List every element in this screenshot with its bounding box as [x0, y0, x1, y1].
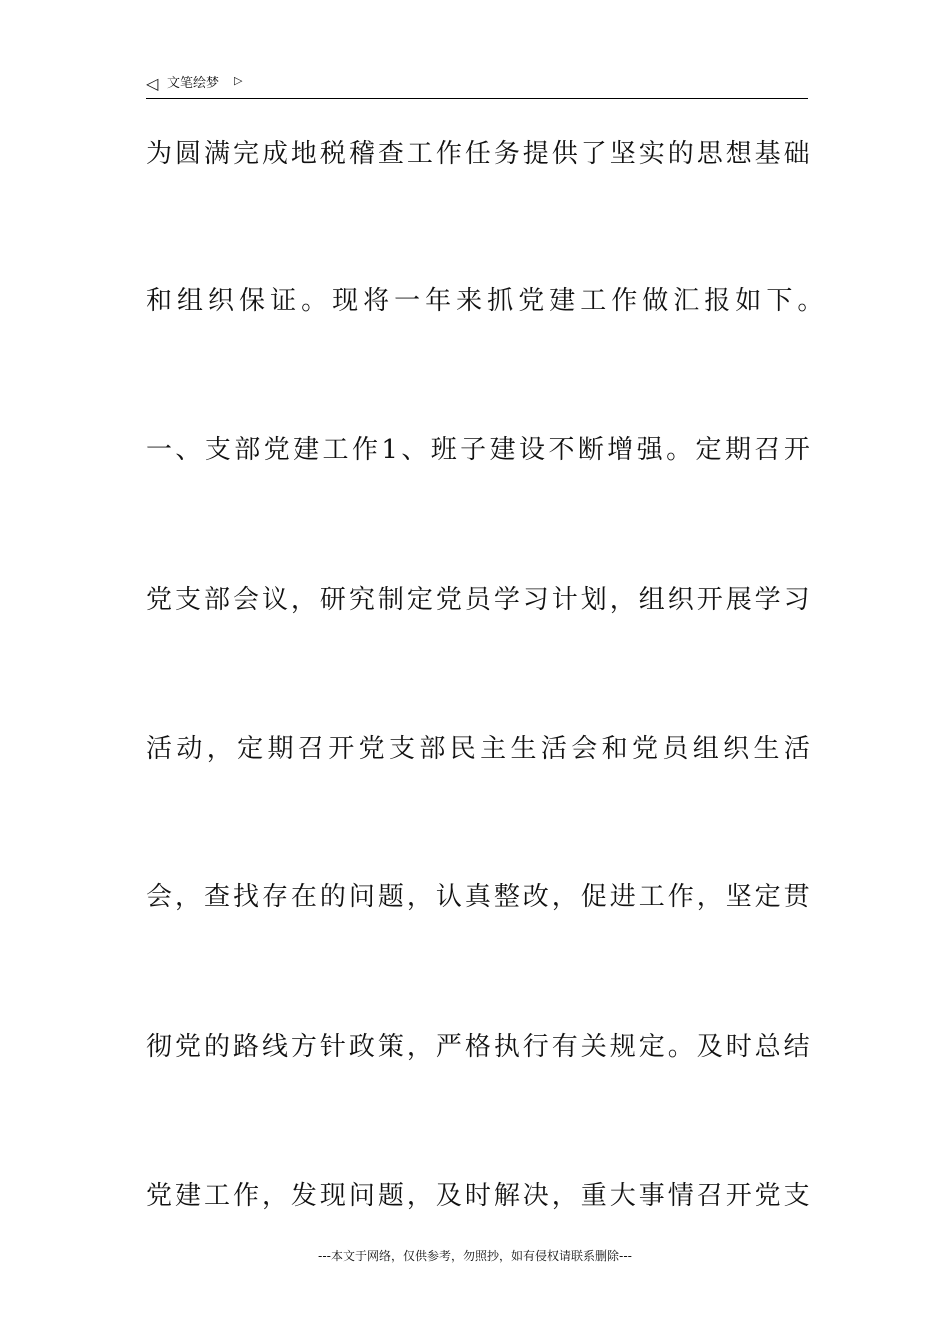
- footer-disclaimer: ---本文于网络，仅供参考，勿照抄，如有侵权请联系删除---: [318, 1249, 632, 1263]
- body-line-5: 活 动 ， 定 期 召 开 党 支 部 民 主 生 活 会 和 党 员 组 织 生 活: [146, 734, 810, 764]
- left-triangle-icon: ◁: [146, 74, 159, 93]
- body-line-2: 和 组 织 保 证 。 现 将 一 年 来 抓 党 建 工 作 做 汇 报 如 下 。: [146, 286, 829, 316]
- body-line-6: 会 ， 查 找 存 在 的 问 题 ， 认 真 整 改 ， 促 进 工 作 ， 坚 定 贯: [146, 882, 810, 912]
- body-line-3: 一 、 支 部 党 建 工 作 1 、 班 子 建 设 不 断 增 强 。 定 期 召 开: [146, 435, 810, 465]
- header-title: 文笔绘梦: [167, 76, 220, 91]
- right-triangle-icon: ▷: [234, 74, 243, 87]
- body-line-4: 党 支 部 会 议 ， 研 究 制 定 党 员 学 习 计 划 ， 组 织 开 展 学 习: [146, 585, 810, 615]
- page-header: [146, 72, 808, 99]
- body-line-8: 党 建 工 作 ， 发 现 问 题 ， 及 时 解 决 ， 重 大 事 情 召 开 党 支: [146, 1181, 810, 1211]
- body-line-1: 为 圆 满 完 成 地 税 稽 查 工 作 任 务 提 供 了 坚 实 的 思 想 基 础: [146, 139, 810, 169]
- body-line-7: 彻 党 的 路 线 方 针 政 策 ， 严 格 执 行 有 关 规 定 。 及 时 总 结: [146, 1032, 810, 1062]
